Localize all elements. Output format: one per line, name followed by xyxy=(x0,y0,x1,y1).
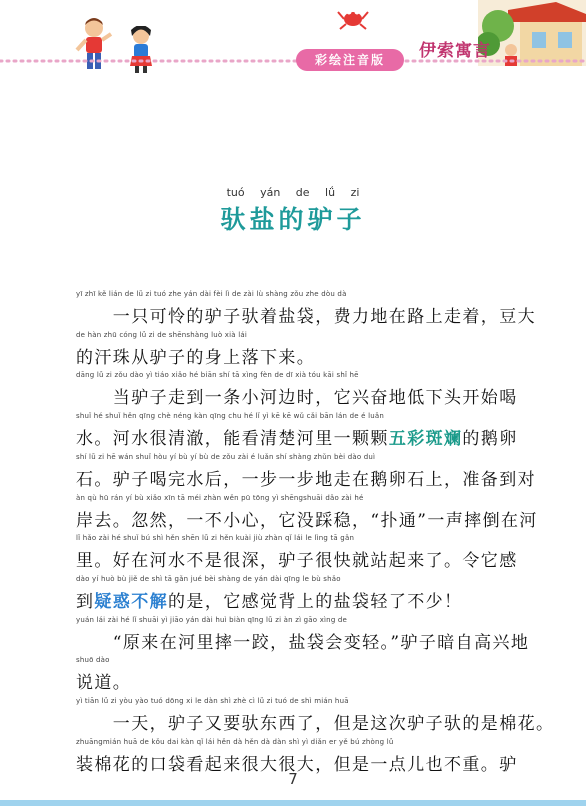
boy-illustration xyxy=(74,16,114,74)
page-header xyxy=(0,0,586,90)
pinyin-line: dào yí huò bù jiě de shì tā gǎn jué bèi shàng de yán dài qīng le bù shǎo xyxy=(76,574,341,583)
highlighted-phrase: 疑惑不解 xyxy=(94,591,169,612)
title-pinyin: tuó yán de lǘ zi xyxy=(226,186,360,199)
story-title: 驮盐的驴子 xyxy=(220,205,366,234)
text-segment: 一天，驴子又要驮东西了，但是这次驴子驮的是棉花。 xyxy=(76,714,555,734)
text-line xyxy=(76,465,536,490)
text-segment: 石。驴子喝完水后，一步一步地走在鹅卵石上，准备到对 xyxy=(76,469,536,490)
text-line xyxy=(76,668,526,693)
girl-illustration xyxy=(124,26,158,74)
text-segment: 当驴子走到一条小河边时，它兴奋地低下头开始喝 xyxy=(76,388,518,409)
text-segment: 水。河水很清澈，能看清楚河里一颗颗 xyxy=(76,429,389,450)
text-line xyxy=(76,709,555,734)
text-line xyxy=(76,628,530,653)
pinyin-line: àn qù hū rán yí bù xiǎo xīn tā méi zhàn wěn pū tōng yì shēngshuāi dǎo zài hé xyxy=(76,493,364,502)
text-line xyxy=(76,424,526,449)
text-segment: 岸去。忽然，一不小心，它没踩稳，“扑通”一声摔倒在河 xyxy=(76,510,538,531)
text-line xyxy=(76,343,526,368)
text-line xyxy=(76,546,526,571)
pinyin-line: shuō dào xyxy=(76,656,110,665)
edition-badge: 彩绘注音版 xyxy=(296,49,404,71)
house-illustration xyxy=(478,0,586,66)
pinyin-line: lǐ hǎo zài hé shuǐ bú shì hěn shēn lǘ zi hěn kuài jiù zhàn qǐ lái le lìng tā gǎn xyxy=(76,534,355,543)
text-segment: “原来在河里摔一跤，盐袋会变轻。”驴子暗自高兴地 xyxy=(76,632,530,653)
text-segment: 的汗珠从驴子的身上落下来。 xyxy=(76,347,316,368)
pinyin-line: yì tiān lǘ zi yòu yào tuó dōng xi le dàn shì zhè cì lǘ zi tuó de shì mián huā xyxy=(76,697,349,705)
text-line xyxy=(76,383,526,408)
text-segment: 里。好在河水不是很深，驴子很快就站起来了。令它感 xyxy=(76,551,518,572)
text-segment: 装棉花的口袋看起来很大很大，但是一点儿也不重。驴 xyxy=(76,754,518,775)
page-number: 7 xyxy=(288,770,298,788)
pinyin-line: yuán lái zài hé lǐ shuāi yì jiāo yán dài huì biàn qīng lǘ zi àn zì gāo xìng de xyxy=(76,615,348,624)
text-line xyxy=(76,506,538,531)
highlighted-phrase: 五彩斑斓 xyxy=(388,429,463,450)
text-line xyxy=(76,302,536,327)
pinyin-line: yī zhī kě lián de lǘ zi tuó zhe yán dài fèi lì de zài lù shàng zǒu zhe dòu dà xyxy=(76,290,347,298)
text-segment: 一只可怜的驴子驮着盐袋，费力地在路上走着，豆大 xyxy=(76,307,536,327)
text-line xyxy=(76,587,526,612)
pinyin-line: de hàn zhū cóng lǘ zi de shēnshàng luò xià lái xyxy=(76,330,247,339)
text-segment: 到 xyxy=(76,591,95,612)
bottom-bar xyxy=(0,800,586,806)
crab-icon xyxy=(336,4,370,30)
series-title: 伊索寓言 xyxy=(419,41,491,61)
pinyin-line: shuǐ hé shuǐ hěn qīng chè néng kàn qīng chu hé lǐ yì kē kē wǔ cǎi bān lán de é luǎn xyxy=(76,412,384,421)
pinyin-line: shí lǘ zi hē wán shuǐ hòu yí bù yí bù de zǒu zài é luǎn shí shàng zhǔn bèi dào duì xyxy=(76,452,376,461)
pinyin-line: zhuāngmián huā de kǒu dai kàn qǐ lái hěn dà hěn dà dàn shì yì diǎn er yě bú zhòng lǘ xyxy=(76,737,394,746)
text-segment: 的鹅卵 xyxy=(462,429,518,450)
text-segment: 说道。 xyxy=(76,673,132,694)
text-segment: 的是，它感觉背上的盐袋轻了不少！ xyxy=(168,591,463,612)
pinyin-line: dāng lǘ zi zǒu dào yì tiáo xiǎo hé biān shí tā xìng fèn de dī xià tóu kāi shǐ hē xyxy=(76,371,359,380)
dotted-divider xyxy=(0,58,586,64)
